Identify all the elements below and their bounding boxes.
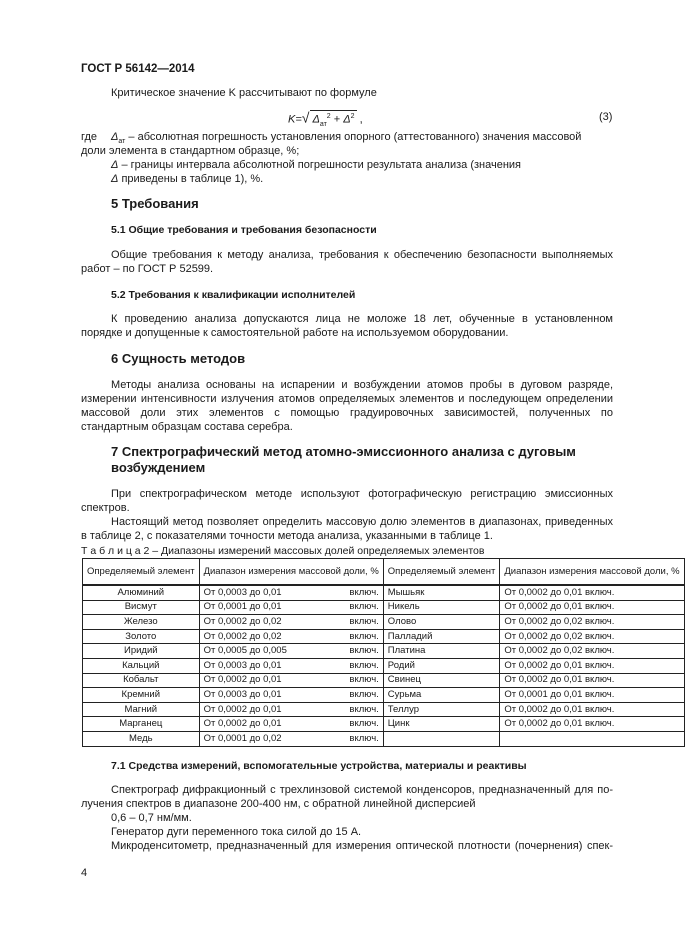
document-header: ГОСТ Р 56142—2014 [81,63,195,75]
section-5-1-line-2: работ – по ГОСТ Р 52599. [81,263,214,275]
table-row [83,658,685,673]
cell-empty [383,731,500,746]
section-7-title-line-1: 7 Спектрографический метод атомно-эмиссионного анализа с дуговым [111,444,576,459]
cell-element-left: Иридий [83,644,200,659]
section-7-1-line-4: Генератор дуги переменного тока силой до 15 А. [111,826,362,838]
where-sym-3: Δ [111,173,119,185]
header-element-right: Определяемый элемент [383,559,500,586]
cell-range-left [199,702,383,717]
section-7-p2-line-1: Настоящий метод позволяет определить массовую долю элементов в диапазонах, приведенных [111,516,613,528]
section-7-1-line-1: Спектрограф дифракционный с трехлинзовой системой конденсоров, предназначенный для по- [111,784,613,796]
range-inclusive: включ. [349,645,379,657]
range-value: От 0,0002 до 0,02 [203,630,282,642]
range-value: От 0,0001 до 0,01 [203,601,282,613]
cell-range-right: От 0,0002 до 0,02 включ. [500,644,684,659]
cell-element-right: Свинец [383,673,500,688]
page-number: 4 [81,867,88,879]
table-row [83,585,685,600]
table-2-caption: Т а б л и ц а 2 – Диапазоны измерений массовых долей определяемых элементов [81,545,485,557]
section-7-p1-line-1: При спектрографическом методе используют фотографическую регистрацию эмиссионных [111,488,613,500]
section-6-line-4: стандартным образцам состава серебра. [81,421,293,433]
where-line3 [111,172,263,187]
section-5-2-line-1: К проведению анализа допускаются лица не моложе 18 лет, обученные в установленном [111,313,613,325]
range-value: От 0,0005 до 0,005 [203,645,287,657]
cell-element-left: Кремний [83,688,200,703]
cell-range-right: От 0,0002 до 0,01 включ. [500,600,684,615]
range-value: От 0,0002 до 0,01 [203,674,282,686]
range-value: От 0,0002 до 0,01 [203,718,282,730]
where-sym-1-sub: ат [118,138,126,146]
cell-range-left [199,600,383,615]
formula-expression [288,110,363,131]
section-5-1-line-1: Общие требования к методу анализа, требования к обеспечению безопасности выполняемых [111,249,613,261]
cell-element-right: Сурьма [383,688,500,703]
range-inclusive: включ. [349,601,379,613]
where-sym-1: Δ [111,131,119,143]
cell-range-right: От 0,0001 до 0,01 включ. [500,688,684,703]
header-element-left: Определяемый элемент [83,559,200,586]
cell-range-left [199,717,383,732]
formula-term1: Δ [312,113,320,126]
cell-range-left [199,673,383,688]
range-value: От 0,0003 до 0,01 [203,586,282,598]
cell-element-right: Никель [383,600,500,615]
where-line2 [111,158,521,173]
cell-range-right: От 0,0002 до 0,02 включ. [500,629,684,644]
header-range-left: Диапазон измерения массовой доли, % [199,559,383,586]
range-inclusive: включ. [349,732,379,744]
table-2 [82,558,685,747]
section-6-title: 6 Сущность методов [111,351,246,366]
cell-range-right: От 0,0002 до 0,01 включ. [500,585,684,600]
section-6-line-2: измерении интенсивности излучения атомов определяемых элементов и последующем определении [81,393,613,405]
cell-element-right: Палладий [383,629,500,644]
section-5-2-line-2: порядке и допущенные к самостоятельной работе на используемом оборудовании. [81,327,509,339]
where-text-1: – абсолютная погрешность установления опорного (аттестованного) значения массовой [128,131,582,143]
section-6-line-3: массовой доли этих элементов с помощью градуировочных зависимостей, полученных по [81,407,613,419]
cell-element-right: Теллур [383,702,500,717]
cell-range-left [199,731,383,746]
range-value: От 0,0003 до 0,01 [203,688,282,700]
cell-range-right: От 0,0002 до 0,01 включ. [500,658,684,673]
table-row [83,688,685,703]
where-text-2: – границы интервала абсолютной погрешности результата анализа (значения [121,159,521,171]
cell-range-right: От 0,0002 до 0,02 включ. [500,615,684,630]
formula-power-2: 2 [350,113,355,120]
cell-range-right: От 0,0002 до 0,01 включ. [500,717,684,732]
cell-range-right: От 0,0002 до 0,01 включ. [500,673,684,688]
range-value: От 0,0003 до 0,01 [203,659,282,671]
formula-power-1: 2 [326,113,331,120]
cell-element-right: Цинк [383,717,500,732]
formula-number: (3) [599,111,613,123]
cell-element-left: Железо [83,615,200,630]
section-5-2-title: 5.2 Требования к квалификации исполнителей [111,289,356,301]
range-inclusive: включ. [349,718,379,730]
table-row [83,615,685,630]
where-sym-2: Δ [111,159,119,171]
section-7-1-line-5: Микроденситометр, предназначенный для измерения оптической плотности (почернения) спек- [111,840,613,852]
cell-range-left [199,688,383,703]
section-5-title: 5 Требования [111,196,199,211]
where-line1b: доли элемента в стандартном образце, %; [81,145,300,157]
section-7-1-line-2: лучения спектров в диапазоне 200-400 нм, с обратной линейной дисперсией [81,798,476,810]
table-2-body [83,585,685,746]
cell-element-right: Платина [383,644,500,659]
cell-range-left [199,585,383,600]
cell-element-left: Золото [83,629,200,644]
table-row [83,717,685,732]
table-row [83,629,685,644]
range-inclusive: включ. [349,659,379,671]
cell-range-right: От 0,0002 до 0,01 включ. [500,702,684,717]
cell-range-left [199,629,383,644]
cell-range-left [199,644,383,659]
table-header-row [83,559,685,586]
formula-lhs: K= [288,113,302,126]
where-text-3: приведены в таблице 1), %. [121,173,264,185]
range-value: От 0,0001 до 0,02 [203,732,282,744]
cell-range-left [199,615,383,630]
section-5-1-title: 5.1 Общие требования и требования безопасности [111,224,377,236]
section-7-1-line-3: 0,6 – 0,7 нм/мм. [111,812,192,824]
cell-element-right: Олово [383,615,500,630]
cell-element-right: Мышьяк [383,585,500,600]
formula-term2: Δ [343,113,351,126]
table-row [83,673,685,688]
cell-range-left [199,658,383,673]
range-value: От 0,0002 до 0,01 [203,703,282,715]
section-7-p2-line-2: в таблице 2, с показателями точности метода анализа, указанными в таблице 1. [81,530,493,542]
where-lead: где [81,131,98,143]
formula-tail: , [359,113,363,126]
section-7-1-title: 7.1 Средства измерений, вспомогательные устройства, материалы и реактивы [111,760,527,772]
table-row [83,600,685,615]
cell-element-left: Кальций [83,658,200,673]
formula-radicand [310,110,356,131]
cell-element-left: Висмут [83,600,200,615]
section-7-p1-line-2: спектров. [81,502,130,514]
formula-plus: + [333,113,341,126]
range-value: От 0,0002 до 0,02 [203,615,282,627]
range-inclusive: включ. [349,586,379,598]
cell-element-left: Алюминий [83,585,200,600]
range-inclusive: включ. [349,630,379,642]
cell-empty [500,731,684,746]
cell-element-right: Родий [383,658,500,673]
sqrt-icon: √ [301,109,310,126]
header-range-right: Диапазон измерения массовой доли, % [500,559,684,586]
cell-element-left: Кобальт [83,673,200,688]
range-inclusive: включ. [349,703,379,715]
cell-element-left: Магний [83,702,200,717]
range-inclusive: включ. [349,615,379,627]
table-row [83,731,685,746]
formula-intro: Критическое значение K рассчитывают по формуле [111,87,377,99]
section-6-line-1: Методы анализа основаны на испарении и возбуждении атомов пробы в дуговом разряде, [111,379,613,391]
range-inclusive: включ. [349,674,379,686]
cell-element-left: Марганец [83,717,200,732]
formula-term1-sub: ат [319,120,327,128]
range-inclusive: включ. [349,688,379,700]
section-7-title-line-2: возбуждением [111,460,206,475]
cell-element-left: Медь [83,731,200,746]
table-row [83,702,685,717]
table-row [83,644,685,659]
